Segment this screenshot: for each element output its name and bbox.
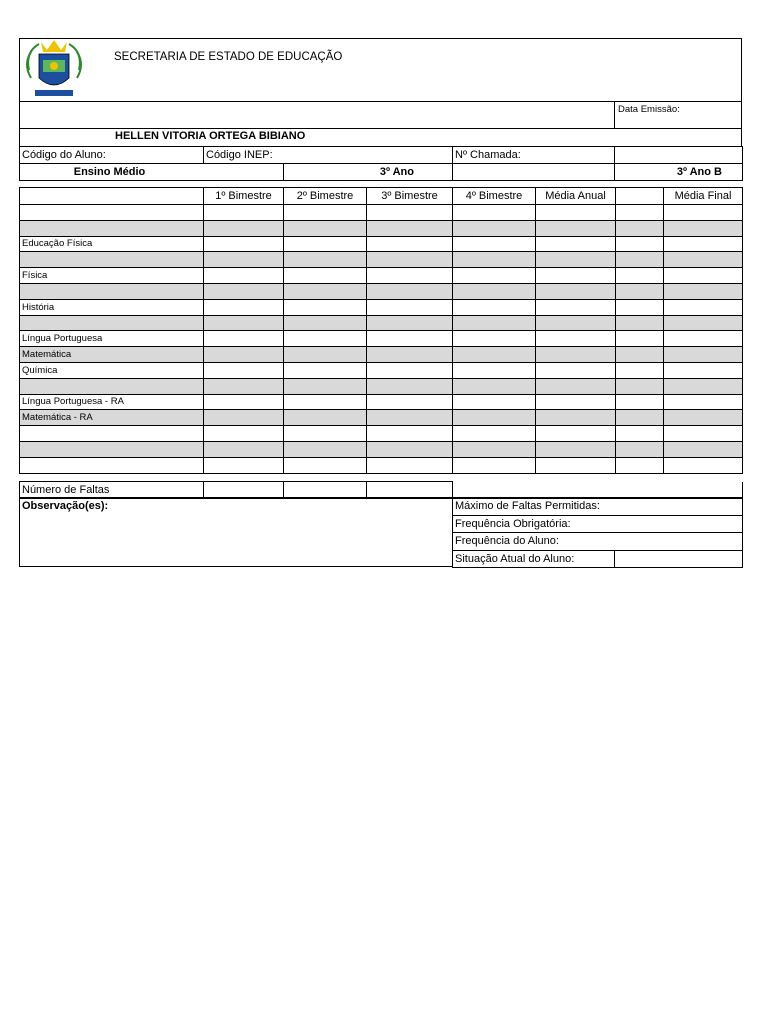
grade-cell [204,299,284,315]
grade-cell [204,331,284,347]
grade-cell [284,457,367,473]
subject-name [20,378,204,394]
grade-cell [204,236,284,252]
grade-cell [284,283,367,299]
grade-cell [367,268,453,284]
grade-cell [284,205,367,221]
grade-cell [453,315,536,331]
grade-row [20,315,743,331]
absences-bim2 [284,482,367,499]
grade-cell [616,378,664,394]
grade-cell [664,347,743,363]
grade-cell [204,457,284,473]
grade-cell [204,426,284,442]
grade-cell [367,410,453,426]
grade-cell [616,299,664,315]
grade-cell [284,394,367,410]
grade-cell [536,347,616,363]
grade-cell [616,268,664,284]
grade-cell [204,410,284,426]
year-label: 3º Ano [284,164,453,181]
absences-spacer [453,482,743,499]
grade-cell [616,410,664,426]
subject-name [20,220,204,236]
grade-cell [204,220,284,236]
grade-cell [284,347,367,363]
grade-cell [536,394,616,410]
grade-cell [616,252,664,268]
subject-name: Língua Portuguesa - RA [20,394,204,410]
subject-name: Matemática [20,347,204,363]
grade-cell [367,299,453,315]
grade-cell [664,299,743,315]
col-bim3: 3º Bimestre [367,188,453,205]
grade-cell [616,220,664,236]
grade-cell [664,315,743,331]
subject-name [20,252,204,268]
grade-row [20,378,743,394]
issue-date-label: Data Emissão: [618,104,680,115]
grade-cell [616,205,664,221]
grade-cell [453,252,536,268]
header-box [19,38,742,102]
grade-cell [536,283,616,299]
student-attendance-label: Frequência do Aluno: [453,533,743,551]
grade-cell [536,315,616,331]
col-final-avg: Média Final [664,188,743,205]
grade-cell [367,220,453,236]
grade-cell [453,331,536,347]
grade-cell [284,362,367,378]
subject-name [20,457,204,473]
current-status-value [615,550,743,568]
grade-cell [367,236,453,252]
grade-cell [204,283,284,299]
grade-row [20,410,743,426]
grade-cell [453,205,536,221]
grade-row [20,283,743,299]
col-bim4: 4º Bimestre [453,188,536,205]
level-label: Ensino Médio [20,164,284,181]
grade-cell [616,457,664,473]
grade-cell [453,220,536,236]
grade-cell [616,331,664,347]
grade-cell [453,236,536,252]
student-code-label: Código do Aluno: [20,147,204,164]
grade-cell [367,252,453,268]
grade-cell [204,205,284,221]
grade-cell [284,441,367,457]
grade-cell [367,205,453,221]
grade-cell [664,283,743,299]
issue-date-divider [614,101,615,129]
subject-header [20,188,204,205]
subject-name [20,426,204,442]
grade-row [20,441,743,457]
grade-cell [284,220,367,236]
grades-header-row [20,188,743,205]
grade-cell [284,268,367,284]
grade-cell [367,394,453,410]
grade-cell [616,394,664,410]
col-blank [616,188,664,205]
grade-row [20,299,743,315]
grade-cell [664,410,743,426]
grade-cell [284,252,367,268]
grade-cell [616,315,664,331]
absences-label: Número de Faltas [20,482,204,499]
grade-row [20,236,743,252]
grade-cell [453,426,536,442]
grade-cell [536,331,616,347]
grade-row [20,347,743,363]
grade-cell [664,331,743,347]
grade-row [20,252,743,268]
grade-cell [367,283,453,299]
class-label: 3º Ano B [615,164,743,181]
grade-row [20,331,743,347]
grade-row [20,268,743,284]
grade-cell [616,426,664,442]
grade-cell [284,410,367,426]
subject-name: Língua Portuguesa [20,331,204,347]
observations-label: Observação(es): [22,500,109,512]
col-bim1: 1º Bimestre [204,188,284,205]
grade-cell [536,362,616,378]
empty-cell [453,164,615,181]
grade-cell [367,315,453,331]
grade-cell [284,315,367,331]
grade-cell [367,378,453,394]
grade-cell [284,331,367,347]
subject-name: Física [20,268,204,284]
grade-cell [664,378,743,394]
grade-cell [536,299,616,315]
grade-row [20,457,743,473]
grade-cell [367,362,453,378]
grade-cell [536,220,616,236]
grade-cell [367,441,453,457]
subject-name [20,283,204,299]
grade-cell [453,410,536,426]
grade-cell [284,426,367,442]
grade-cell [204,315,284,331]
grade-cell [367,457,453,473]
grade-row [20,205,743,221]
grade-cell [616,362,664,378]
inep-code-label: Código INEP: [204,147,453,164]
grade-cell [453,394,536,410]
grade-cell [367,426,453,442]
subject-name: Educação Física [20,236,204,252]
grade-cell [536,378,616,394]
max-absences-label: Máximo de Faltas Permitidas: [453,498,743,516]
col-annual-avg: Média Anual [536,188,616,205]
call-number-value [615,147,743,164]
subject-name [20,315,204,331]
grade-cell [453,283,536,299]
state-crest-logo [21,38,87,101]
grade-cell [204,268,284,284]
subject-name: Matemática - RA [20,410,204,426]
grades-table [19,187,743,474]
grade-cell [664,268,743,284]
grade-cell [453,362,536,378]
grade-cell [453,268,536,284]
grade-cell [453,299,536,315]
grade-cell [664,457,743,473]
absences-bim1 [204,482,284,499]
student-info-table [19,146,743,181]
grade-cell [204,347,284,363]
grade-row [20,394,743,410]
grade-cell [204,394,284,410]
grade-cell [453,378,536,394]
grade-cell [204,362,284,378]
grade-cell [536,426,616,442]
grade-cell [367,331,453,347]
grade-cell [664,394,743,410]
grade-cell [664,205,743,221]
grade-cell [536,410,616,426]
grade-cell [616,347,664,363]
subject-name [20,441,204,457]
col-bim2: 2º Bimestre [284,188,367,205]
attendance-table [452,497,743,568]
grade-cell [664,426,743,442]
grade-cell [453,457,536,473]
grade-cell [664,362,743,378]
grade-cell [536,252,616,268]
grade-row [20,362,743,378]
grade-cell [284,378,367,394]
grade-cell [536,268,616,284]
grade-row [20,426,743,442]
grade-cell [204,441,284,457]
grade-cell [616,283,664,299]
grade-cell [536,441,616,457]
subject-name: História [20,299,204,315]
grade-cell [284,236,367,252]
grade-cell [367,347,453,363]
grade-cell [453,441,536,457]
required-attendance-label: Frequência Obrigatória: [453,515,743,533]
grade-cell [616,236,664,252]
org-title: SECRETARIA DE ESTADO DE EDUCAÇÃO [114,51,343,63]
grade-cell [616,441,664,457]
grade-cell [204,378,284,394]
subject-name: Química [20,362,204,378]
grade-cell [536,205,616,221]
current-status-label: Situação Atual do Aluno: [453,550,615,568]
grade-cell [664,441,743,457]
call-number-label: Nº Chamada: [453,147,615,164]
grade-cell [453,347,536,363]
grade-cell [664,252,743,268]
absences-bim3 [367,482,453,499]
grade-cell [204,252,284,268]
grade-cell [664,220,743,236]
grade-cell [664,236,743,252]
grade-cell [536,236,616,252]
grade-row [20,220,743,236]
grade-cell [536,457,616,473]
grade-cell [284,299,367,315]
student-name: HELLEN VITORIA ORTEGA BIBIANO [115,130,306,142]
subject-name [20,205,204,221]
